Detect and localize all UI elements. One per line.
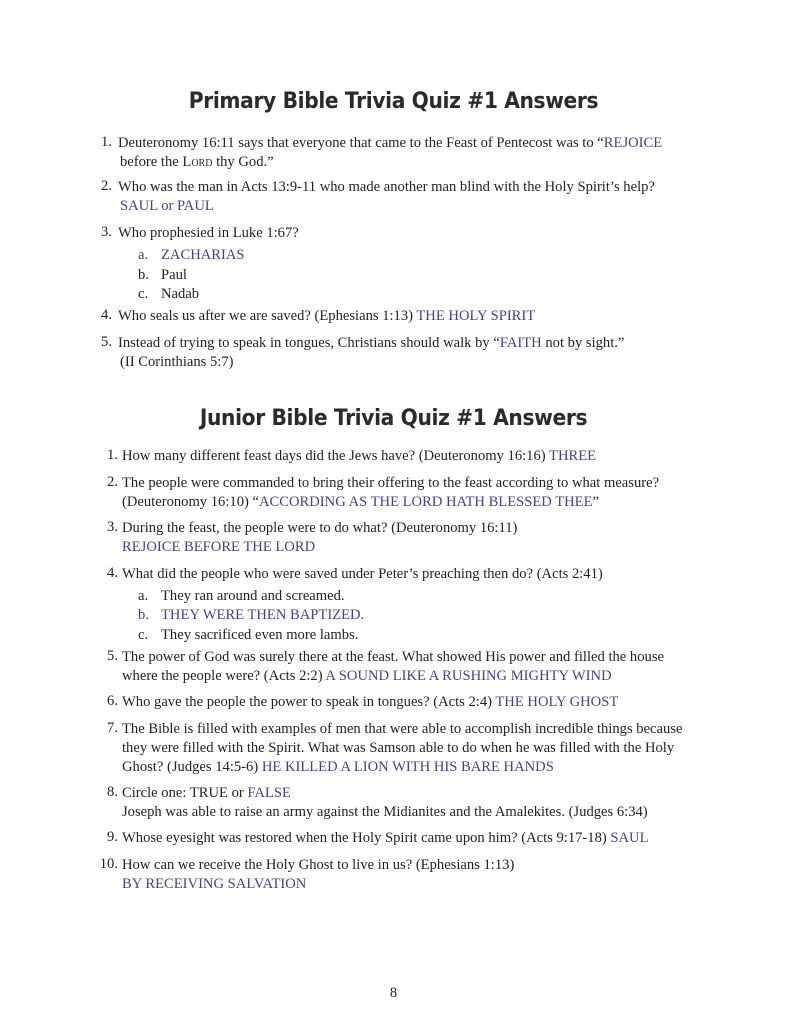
junior-q10-number: 10. xyxy=(99,856,118,872)
junior-q9-number: 9. xyxy=(107,829,118,845)
statement-text: Joseph was able to raise an army against the Midianites and the Amalekites. (Judges 6:34) xyxy=(122,804,648,820)
closing-quote: ” xyxy=(592,494,599,510)
question-text: During the feast, the people were to do what? (Deuteronomy 16:11) xyxy=(122,520,518,536)
junior-q2-number: 2. xyxy=(107,474,118,490)
question-text: The power of God was surely there at the feast. What showed His power and filled the house xyxy=(122,649,664,665)
junior-q5 xyxy=(122,648,664,686)
junior-q8 xyxy=(122,784,648,822)
question-text: The Bible is filled with examples of men that were able to accomplish incredible things because xyxy=(122,721,683,737)
answer: THE HOLY SPIRIT xyxy=(416,308,536,324)
question-text: Instead of trying to speak in tongues, Christians should walk by “ xyxy=(118,335,500,351)
junior-q3 xyxy=(122,519,517,557)
answer: HE KILLED A LION WITH HIS BARE HANDS xyxy=(261,759,554,775)
primary-q4 xyxy=(118,307,535,326)
question-text: Who gave the people the power to speak in tongues? (Acts 2:4) xyxy=(122,694,496,710)
question-text: Who seals us after we are saved? (Ephesians 1:13) xyxy=(118,308,417,324)
junior-q8-number: 8. xyxy=(107,784,118,800)
question-text-cont: they were filled with the Spirit. What was Samson able to do when he was filled with the Holy xyxy=(122,740,675,756)
junior-q6 xyxy=(122,693,618,712)
primary-q2 xyxy=(118,178,655,216)
junior-q1-number: 1. xyxy=(107,447,118,463)
question-text-cont: not by sight.” xyxy=(541,335,625,351)
primary-q1 xyxy=(118,134,662,172)
answer: SAUL or PAUL xyxy=(120,198,214,214)
answer: A SOUND LIKE A RUSHING MIGHTY WIND xyxy=(325,668,612,684)
junior-q1 xyxy=(122,447,596,466)
question-text: What did the people who were saved under Peter’s preaching then do? (Acts 2:41) xyxy=(122,566,603,582)
primary-q1-number: 1. xyxy=(101,134,112,150)
primary-q3-option-c: c. Nadab xyxy=(138,286,200,302)
question-text: Who was the man in Acts 13:9-11 who made another man blind with the Holy Spirit’s help? xyxy=(118,179,655,195)
lord-smallcaps: Lord xyxy=(182,154,213,170)
primary-q2-number: 2. xyxy=(101,178,112,194)
junior-q4-option-c: c. They sacrificed even more lambs. xyxy=(138,627,359,643)
answer: FALSE xyxy=(247,785,291,801)
primary-q4-number: 4. xyxy=(101,307,112,323)
page-number: 8 xyxy=(389,985,398,1001)
primary-q3-option-a: a. ZACHARIAS xyxy=(138,247,245,263)
question-text: The people were commanded to bring their offering to the feast according to what measure? xyxy=(122,475,660,491)
junior-q9 xyxy=(122,829,648,848)
question-text-cont: before the xyxy=(120,154,183,170)
primary-q5 xyxy=(118,334,624,372)
answer: THREE xyxy=(549,448,597,464)
question-text: Circle one: TRUE or xyxy=(122,785,248,801)
junior-q4-number: 4. xyxy=(107,565,118,581)
junior-q2 xyxy=(122,474,659,512)
answer: ACCORDING AS THE LORD HATH BLESSED THEE xyxy=(258,494,593,510)
junior-q10 xyxy=(122,856,514,894)
question-text: Who prophesied in Luke 1:67? xyxy=(118,225,299,241)
junior-q5-number: 5. xyxy=(107,648,118,664)
primary-q3-option-b: b. Paul xyxy=(138,267,187,283)
primary-q3 xyxy=(118,224,299,243)
junior-q7-number: 7. xyxy=(107,720,118,736)
question-text: Whose eyesight was restored when the Holy Spirit came upon him? (Acts 9:17-18) xyxy=(122,830,611,846)
primary-q5-number: 5. xyxy=(101,334,112,350)
junior-title: Junior Bible Trivia Quiz #1 Answers xyxy=(199,406,588,431)
answer: BY RECEIVING SALVATION xyxy=(122,876,307,892)
junior-q3-number: 3. xyxy=(107,519,118,535)
question-text: Deuteronomy 16:11 says that everyone that came to the Feast of Pentecost was to “ xyxy=(118,135,604,151)
junior-q4-option-a: a. They ran around and screamed. xyxy=(138,588,345,604)
answer: SAUL xyxy=(610,830,649,846)
question-text-end: Ghost? (Judges 14:5-6) xyxy=(122,759,262,775)
answer: REJOICE xyxy=(603,135,663,151)
answer: FAITH xyxy=(499,335,542,351)
question-text-cont: (Deuteronomy 16:10) “ xyxy=(122,494,259,510)
junior-q4-option-b: b. THEY WERE THEN BAPTIZED. xyxy=(138,607,365,623)
junior-q6-number: 6. xyxy=(107,693,118,709)
question-text-cont: where the people were? (Acts 2:2) xyxy=(122,668,326,684)
junior-q4 xyxy=(122,565,603,584)
question-reference: (II Corinthians 5:7) xyxy=(120,354,234,370)
primary-q3-number: 3. xyxy=(101,224,112,240)
junior-q7 xyxy=(122,720,682,777)
question-text: How many different feast days did the Jews have? (Deuteronomy 16:16) xyxy=(122,448,550,464)
answer: THE HOLY GHOST xyxy=(495,694,619,710)
question-text-end: thy God.” xyxy=(212,154,274,170)
answer: REJOICE BEFORE THE LORD xyxy=(122,539,316,555)
primary-title: Primary Bible Trivia Quiz #1 Answers xyxy=(188,89,599,114)
question-text: How can we receive the Holy Ghost to live in us? (Ephesians 1:13) xyxy=(122,857,515,873)
